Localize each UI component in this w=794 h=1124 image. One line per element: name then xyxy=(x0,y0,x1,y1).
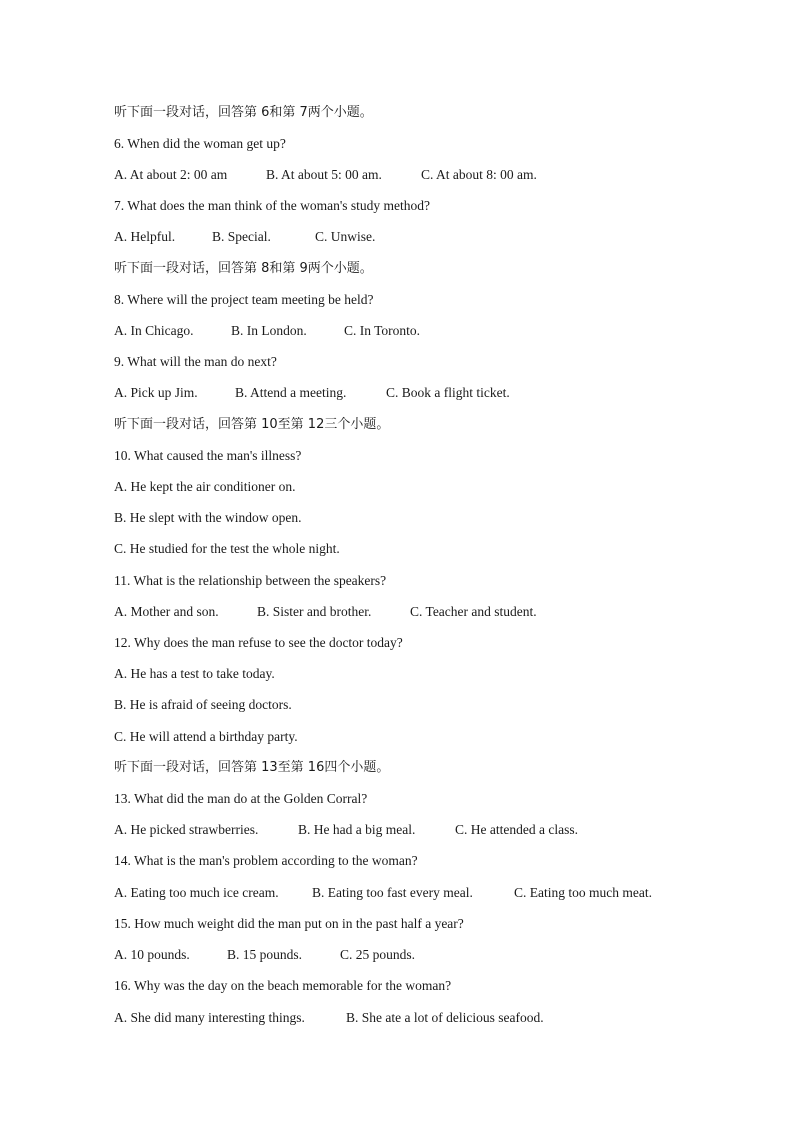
question-13: 13. What did the man do at the Golden Corral? xyxy=(114,791,368,806)
question-8-options xyxy=(114,321,421,341)
section-heading: 听下面一段对话，回答第 6和第 7两个小题。 xyxy=(114,105,373,120)
option-c: C. Book a flight ticket. xyxy=(386,385,510,400)
question-12: 12. Why does the man refuse to see the doctor today? xyxy=(114,635,403,650)
option-b: B. Special. xyxy=(212,229,271,244)
option-c: C. Eating too much meat. xyxy=(514,885,652,900)
question-15: 15. How much weight did the man put on in the past half a year? xyxy=(114,916,464,931)
section-heading: 听下面一段对话，回答第 8和第 9两个小题。 xyxy=(114,261,373,276)
option-b: B. In London. xyxy=(231,323,307,338)
option-c: C. Teacher and student. xyxy=(410,604,537,619)
question-12-option-a: A. He has a test to take today. xyxy=(114,666,275,681)
question-16-options xyxy=(114,1008,544,1028)
question-6-options xyxy=(114,165,537,185)
section-heading: 听下面一段对话，回答第 13至第 16四个小题。 xyxy=(114,760,390,775)
option-a: A. Pick up Jim. xyxy=(114,385,198,400)
question-9-options xyxy=(114,383,510,403)
option-b: B. 15 pounds. xyxy=(227,947,303,962)
option-a: A. She did many interesting things. xyxy=(114,1010,305,1025)
question-6: 6. When did the woman get up? xyxy=(114,136,286,151)
question-10-option-c: C. He studied for the test the whole night. xyxy=(114,541,340,556)
option-b: B. Eating too fast every meal. xyxy=(312,885,473,900)
option-b: B. Attend a meeting. xyxy=(235,385,347,400)
question-14-options xyxy=(114,883,652,903)
option-b: B. Sister and brother. xyxy=(257,604,372,619)
question-11-options xyxy=(114,602,537,622)
question-10-option-b: B. He slept with the window open. xyxy=(114,510,302,525)
question-11: 11. What is the relationship between the speakers? xyxy=(114,573,387,588)
option-a: A. In Chicago. xyxy=(114,323,194,338)
option-b: B. At about 5: 00 am. xyxy=(266,167,382,182)
question-12-option-c: C. He will attend a birthday party. xyxy=(114,729,298,744)
question-9: 9. What will the man do next? xyxy=(114,354,277,369)
option-b: B. He had a big meal. xyxy=(298,822,416,837)
option-c: C. 25 pounds. xyxy=(340,947,416,962)
option-c: C. At about 8: 00 am. xyxy=(421,167,537,182)
option-a: A. Mother and son. xyxy=(114,604,219,619)
question-13-options xyxy=(114,820,578,840)
option-a: A. Helpful. xyxy=(114,229,176,244)
question-12-option-b: B. He is afraid of seeing doctors. xyxy=(114,697,292,712)
question-7: 7. What does the man think of the woman's study method? xyxy=(114,198,431,213)
question-16: 16. Why was the day on the beach memorable for the woman? xyxy=(114,978,452,993)
section-heading: 听下面一段对话，回答第 10至第 12三个小题。 xyxy=(114,417,390,432)
option-c: C. In Toronto. xyxy=(344,323,421,338)
option-c: C. Unwise. xyxy=(315,229,376,244)
option-c: C. He attended a class. xyxy=(455,822,578,837)
option-a: A. At about 2: 00 am xyxy=(114,167,228,182)
option-a: A. He picked strawberries. xyxy=(114,822,259,837)
question-10-option-a: A. He kept the air conditioner on. xyxy=(114,479,296,494)
option-b: B. She ate a lot of delicious seafood. xyxy=(346,1010,544,1025)
question-8: 8. Where will the project team meeting be held? xyxy=(114,292,374,307)
question-7-options xyxy=(114,227,376,247)
question-14: 14. What is the man's problem according to the woman? xyxy=(114,853,418,868)
option-a: A. Eating too much ice cream. xyxy=(114,885,279,900)
question-15-options xyxy=(114,945,416,965)
option-a: A. 10 pounds. xyxy=(114,947,190,962)
question-10: 10. What caused the man's illness? xyxy=(114,448,302,463)
